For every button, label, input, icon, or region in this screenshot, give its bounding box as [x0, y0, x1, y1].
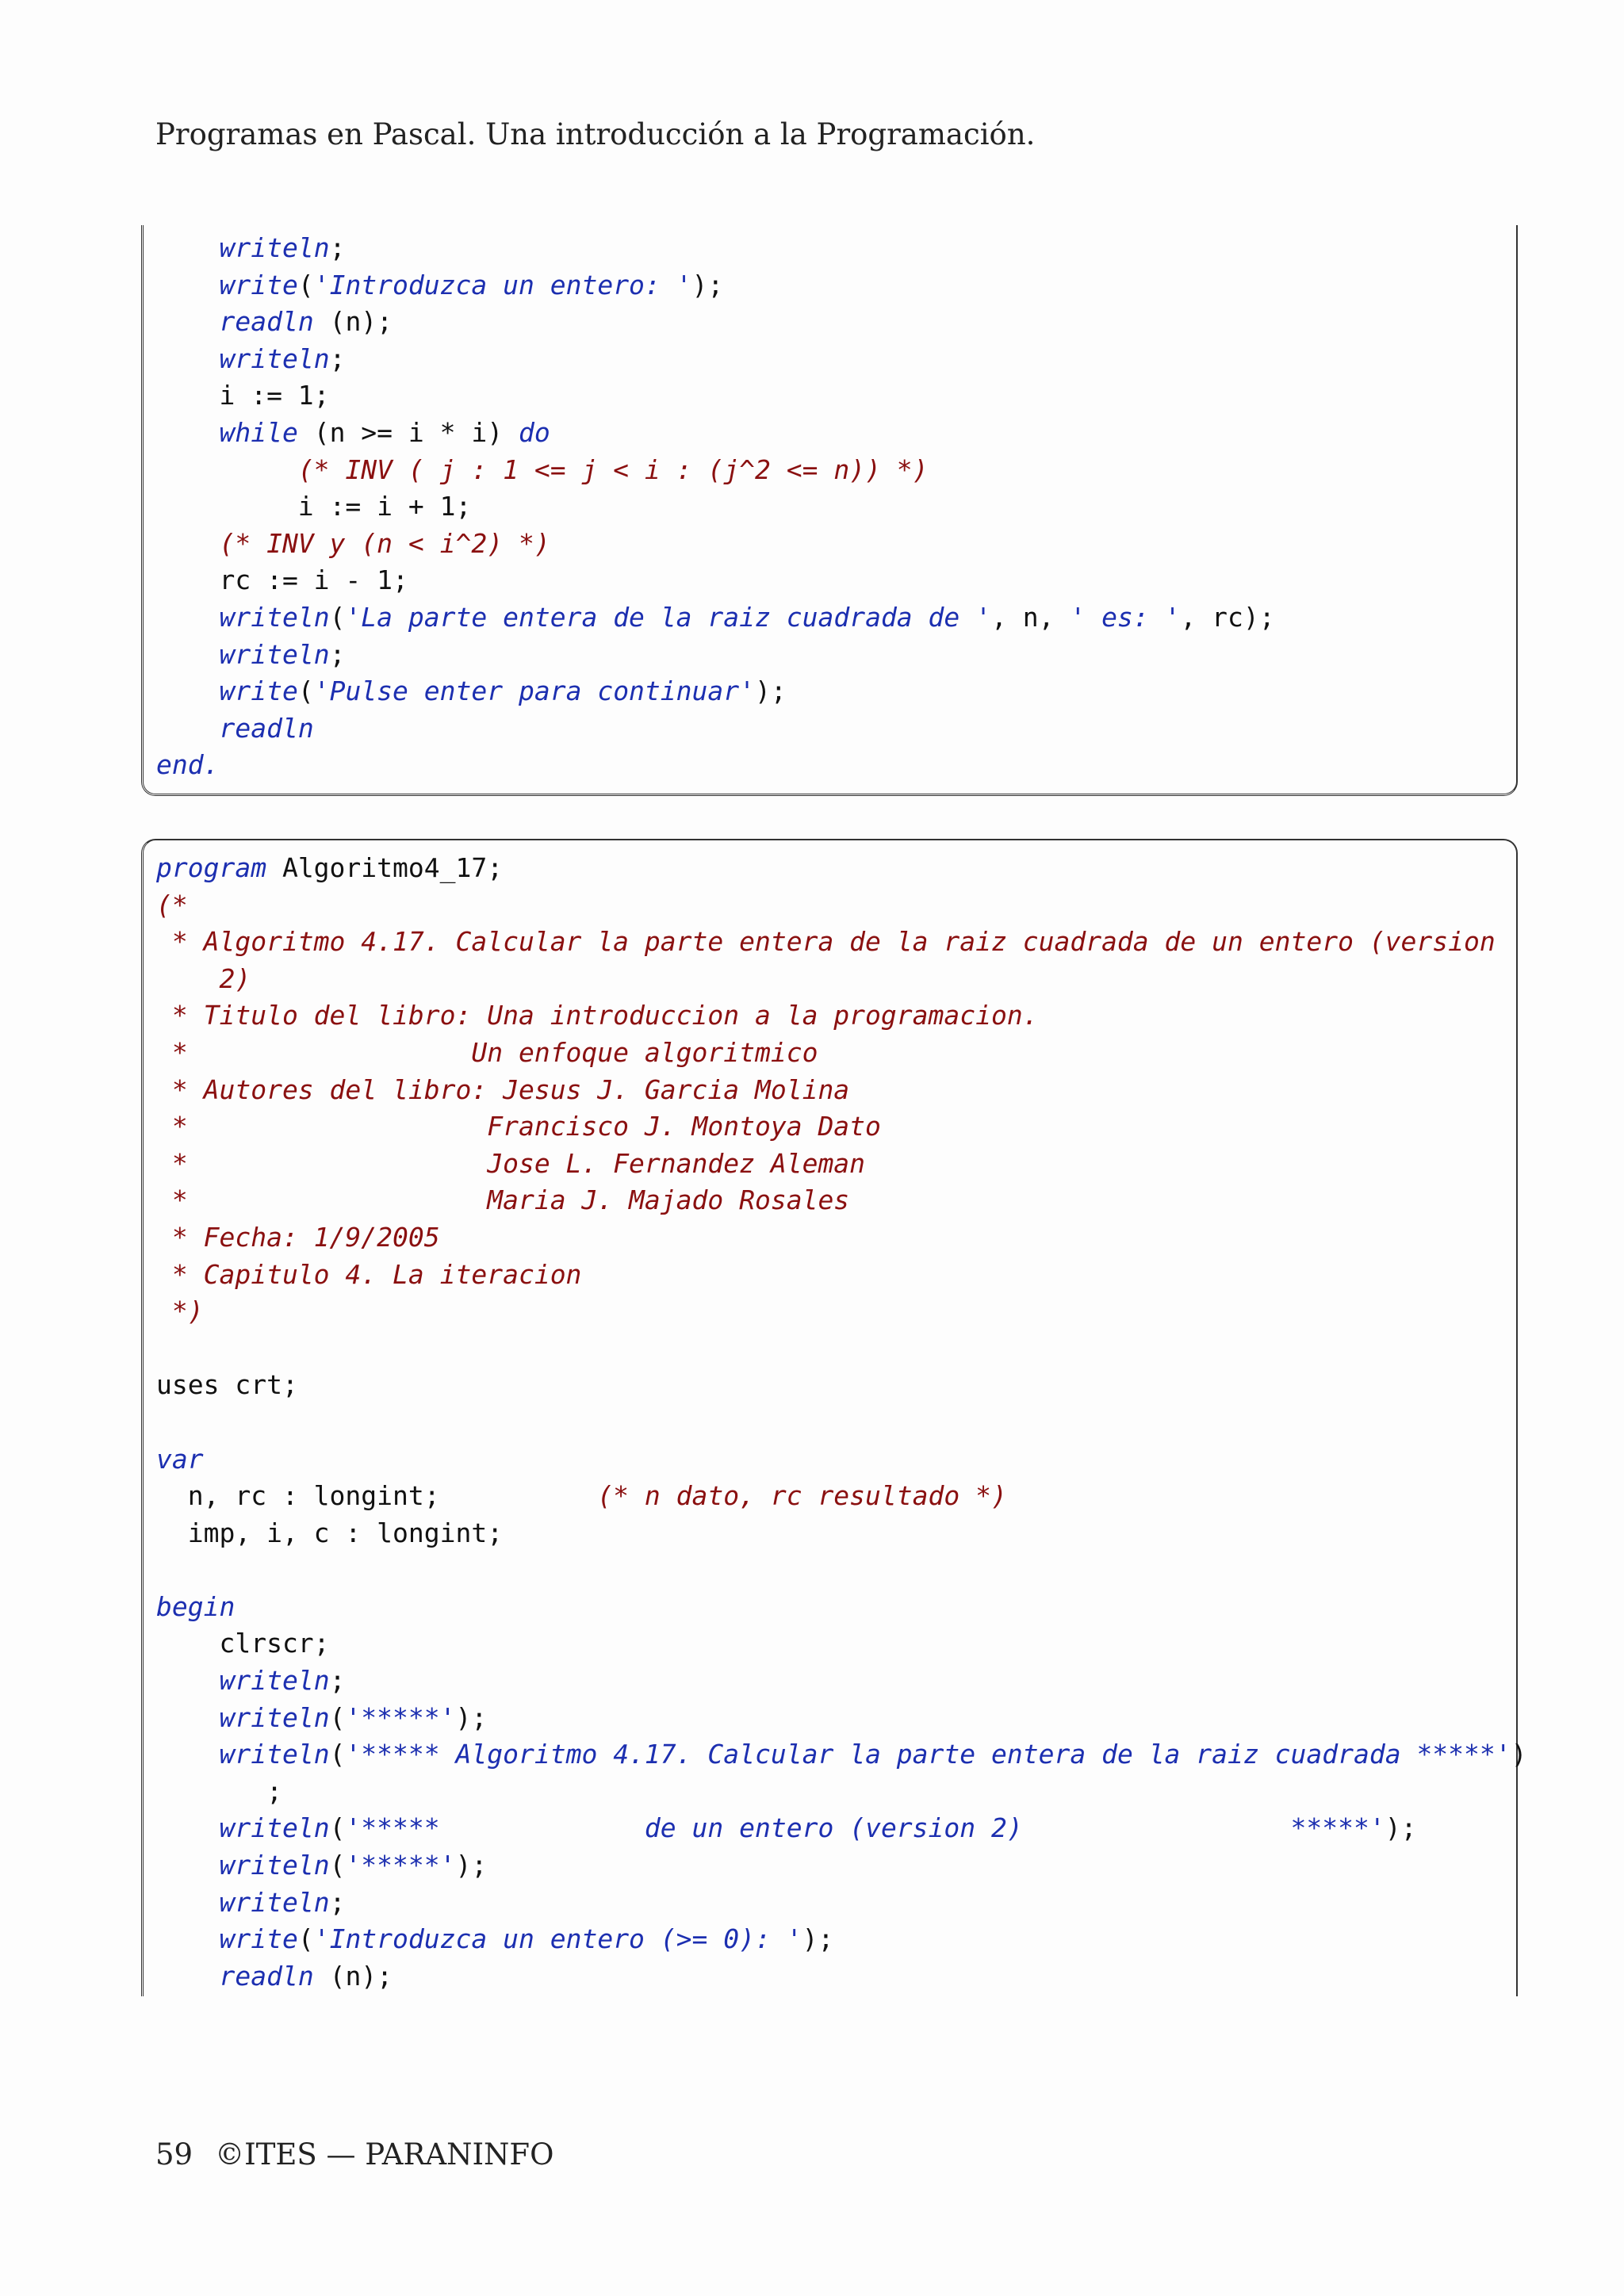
code-text [156, 675, 219, 706]
comment: (* n dato, rc resultado *) [597, 1480, 1007, 1512]
code-text: , n, [991, 601, 1071, 633]
keyword: var [156, 1443, 204, 1475]
code-text [156, 1812, 219, 1843]
code-text [156, 639, 219, 670]
code-listing-algoritmo4-17 [141, 839, 1527, 1996]
code-text: n, rc : longint; [156, 1480, 598, 1512]
string-literal: 'Pulse enter para continuar' [313, 675, 755, 707]
code-text: ; [329, 1886, 346, 1918]
keyword: writeln [219, 342, 330, 374]
code-line [156, 1663, 1527, 1700]
code-line [156, 1367, 1527, 1404]
code-line [156, 599, 1275, 637]
code-line [156, 1921, 1527, 1958]
string-literal: 'La parte entera de la raiz cuadrada de ' [345, 601, 992, 633]
code-line [156, 415, 1275, 452]
code-text: (n >= i * i) [297, 416, 519, 448]
keyword: writeln [219, 1886, 330, 1918]
code-line [156, 887, 1527, 924]
code-text: ( [297, 269, 314, 300]
code-text: ( [329, 1739, 346, 1770]
string-literal: '*****' [345, 1701, 456, 1733]
code-text [156, 1923, 219, 1954]
code-text [156, 1665, 219, 1696]
code-text: uses crt; [156, 1369, 298, 1401]
code-line [156, 1404, 1527, 1441]
code-line [156, 1736, 1527, 1774]
keyword: readln [219, 1960, 314, 1992]
code-line [156, 1552, 1527, 1589]
keyword: writeln [219, 232, 330, 263]
keyword: readln [219, 712, 314, 744]
code-line [156, 526, 1275, 563]
code-line [156, 710, 1275, 748]
comment: *) [156, 1295, 204, 1327]
code-line [156, 1035, 1527, 1072]
code-text [156, 528, 219, 559]
code-line [156, 1958, 1527, 1996]
code-text: ( [329, 1701, 346, 1733]
keyword: write [219, 1923, 298, 1955]
code-line [156, 1515, 1527, 1552]
code-line [156, 1108, 1527, 1146]
keyword: end. [156, 749, 220, 781]
code-line [156, 1700, 1527, 1737]
comment: * Algoritmo 4.17. Calcular la parte entera de la raiz cuadrada de un entero (version [156, 926, 1496, 958]
code-text: ; [329, 638, 346, 670]
code-line [156, 304, 1275, 341]
string-literal: '***** de un entero (version 2) *****' [345, 1812, 1385, 1844]
comment: * Maria J. Majado Rosales [156, 1184, 850, 1216]
code-text: ( [329, 1812, 346, 1844]
code-text: ; [329, 232, 346, 263]
code-line [156, 1182, 1527, 1219]
string-literal: 'Introduzca un entero (>= 0): ' [313, 1923, 802, 1955]
keyword: write [219, 675, 298, 707]
code-line [156, 1774, 1527, 1811]
code-line [156, 1478, 1527, 1515]
code-listing-continued [141, 225, 1518, 796]
code-line [156, 1330, 1527, 1368]
code-line [156, 1589, 1527, 1626]
code-line [156, 997, 1527, 1035]
keyword: while [219, 416, 298, 448]
code-text [156, 306, 219, 337]
code-line [156, 341, 1275, 378]
code-line [156, 1885, 1527, 1922]
code-line [156, 1072, 1527, 1109]
code-text: i := i + 1; [156, 491, 472, 522]
code-text [156, 1850, 219, 1881]
code-text [156, 602, 219, 633]
code-text: rc := i - 1; [156, 564, 408, 596]
code-line [156, 850, 1527, 887]
code-text [156, 232, 219, 263]
comment: * Jose L. Fernandez Aleman [156, 1147, 866, 1179]
string-literal: '*****' [345, 1850, 456, 1881]
code-line [156, 562, 1275, 599]
code-text: ( [329, 1850, 346, 1881]
code-block [156, 850, 1527, 1995]
keyword: readln [219, 306, 314, 338]
comment: * Un enfoque algoritmico [156, 1036, 818, 1068]
code-text [156, 270, 219, 300]
code-line [156, 1810, 1527, 1847]
code-text: ); [455, 1850, 488, 1881]
code-text: ( [297, 675, 314, 707]
code-line [156, 1625, 1527, 1663]
code-line [156, 1293, 1527, 1330]
code-line [156, 377, 1275, 415]
keyword: writeln [219, 1850, 330, 1881]
comment: * Titulo del libro: Una introduccion a la programacion. [156, 1000, 1039, 1031]
code-text: ; [156, 1775, 282, 1807]
page-number: 59 [155, 2137, 193, 2172]
comment: (* [156, 889, 188, 920]
comment: 2) [156, 962, 251, 994]
code-line [156, 1847, 1527, 1885]
comment: * Francisco J. Montoya Dato [156, 1111, 881, 1142]
code-text: Algoritmo4_17; [266, 852, 504, 883]
keyword: writeln [219, 1739, 330, 1770]
code-text: ); [802, 1923, 834, 1955]
code-line [156, 924, 1527, 961]
comment: * Autores del libro: Jesus J. Garcia Molina [156, 1073, 850, 1105]
string-literal: 'Introduzca un entero: ' [313, 269, 692, 300]
code-text: ) [1511, 1739, 1527, 1770]
comment: * Capitulo 4. La iteracion [156, 1258, 582, 1290]
code-text: i := 1; [156, 380, 330, 411]
keyword: write [219, 269, 298, 300]
keyword: do [518, 416, 550, 448]
code-text: ); [691, 269, 724, 300]
code-text [156, 1702, 219, 1733]
code-text [156, 1961, 219, 1992]
code-text [156, 1739, 219, 1770]
keyword: program [156, 852, 267, 883]
code-text: ); [455, 1701, 488, 1733]
code-text: (n); [313, 1960, 393, 1992]
code-text [156, 343, 219, 374]
code-text: (n); [313, 306, 393, 338]
code-text [156, 454, 298, 485]
code-line [156, 1146, 1527, 1183]
code-text: , rc); [1180, 601, 1275, 633]
running-head: Programas en Pascal. Una introducción a la Programación. [155, 117, 1036, 151]
string-literal: '***** Algoritmo 4.17. Calcular la parte entera de la raiz cuadrada *****' [345, 1739, 1511, 1770]
code-line [156, 637, 1275, 674]
code-block [156, 230, 1275, 784]
code-line [156, 267, 1275, 304]
code-line [156, 747, 1275, 784]
string-literal: ' es: ' [1070, 601, 1181, 633]
code-line [156, 488, 1275, 526]
code-line [156, 1219, 1527, 1257]
page-footer [155, 2137, 553, 2172]
comment: (* INV y (n < i^2) *) [219, 527, 550, 559]
code-text: ( [297, 1923, 314, 1955]
code-text: ( [329, 601, 346, 633]
code-line [156, 673, 1275, 710]
code-line [156, 452, 1275, 489]
keyword: writeln [219, 1665, 330, 1697]
code-text [156, 1887, 219, 1918]
comment: * Fecha: 1/9/2005 [156, 1221, 440, 1253]
keyword: begin [156, 1590, 236, 1622]
code-line [156, 1257, 1527, 1294]
copyright-notice: ©ITES — PARANINFO [215, 2137, 554, 2172]
code-text: imp, i, c : longint; [156, 1517, 504, 1548]
code-text: clrscr; [156, 1628, 330, 1659]
code-text: ; [329, 1665, 346, 1697]
code-line [156, 230, 1275, 267]
comment: (* INV ( j : 1 <= j < i : (j^2 <= n)) *) [297, 453, 929, 485]
code-line [156, 961, 1527, 998]
code-line [156, 1441, 1527, 1479]
code-text: ); [1385, 1812, 1417, 1844]
keyword: writeln [219, 1812, 330, 1844]
keyword: writeln [219, 601, 330, 633]
code-text [156, 713, 219, 744]
code-text [156, 417, 219, 448]
keyword: writeln [219, 1701, 330, 1733]
code-text: ); [755, 675, 787, 707]
code-text: ; [329, 342, 346, 374]
keyword: writeln [219, 638, 330, 670]
